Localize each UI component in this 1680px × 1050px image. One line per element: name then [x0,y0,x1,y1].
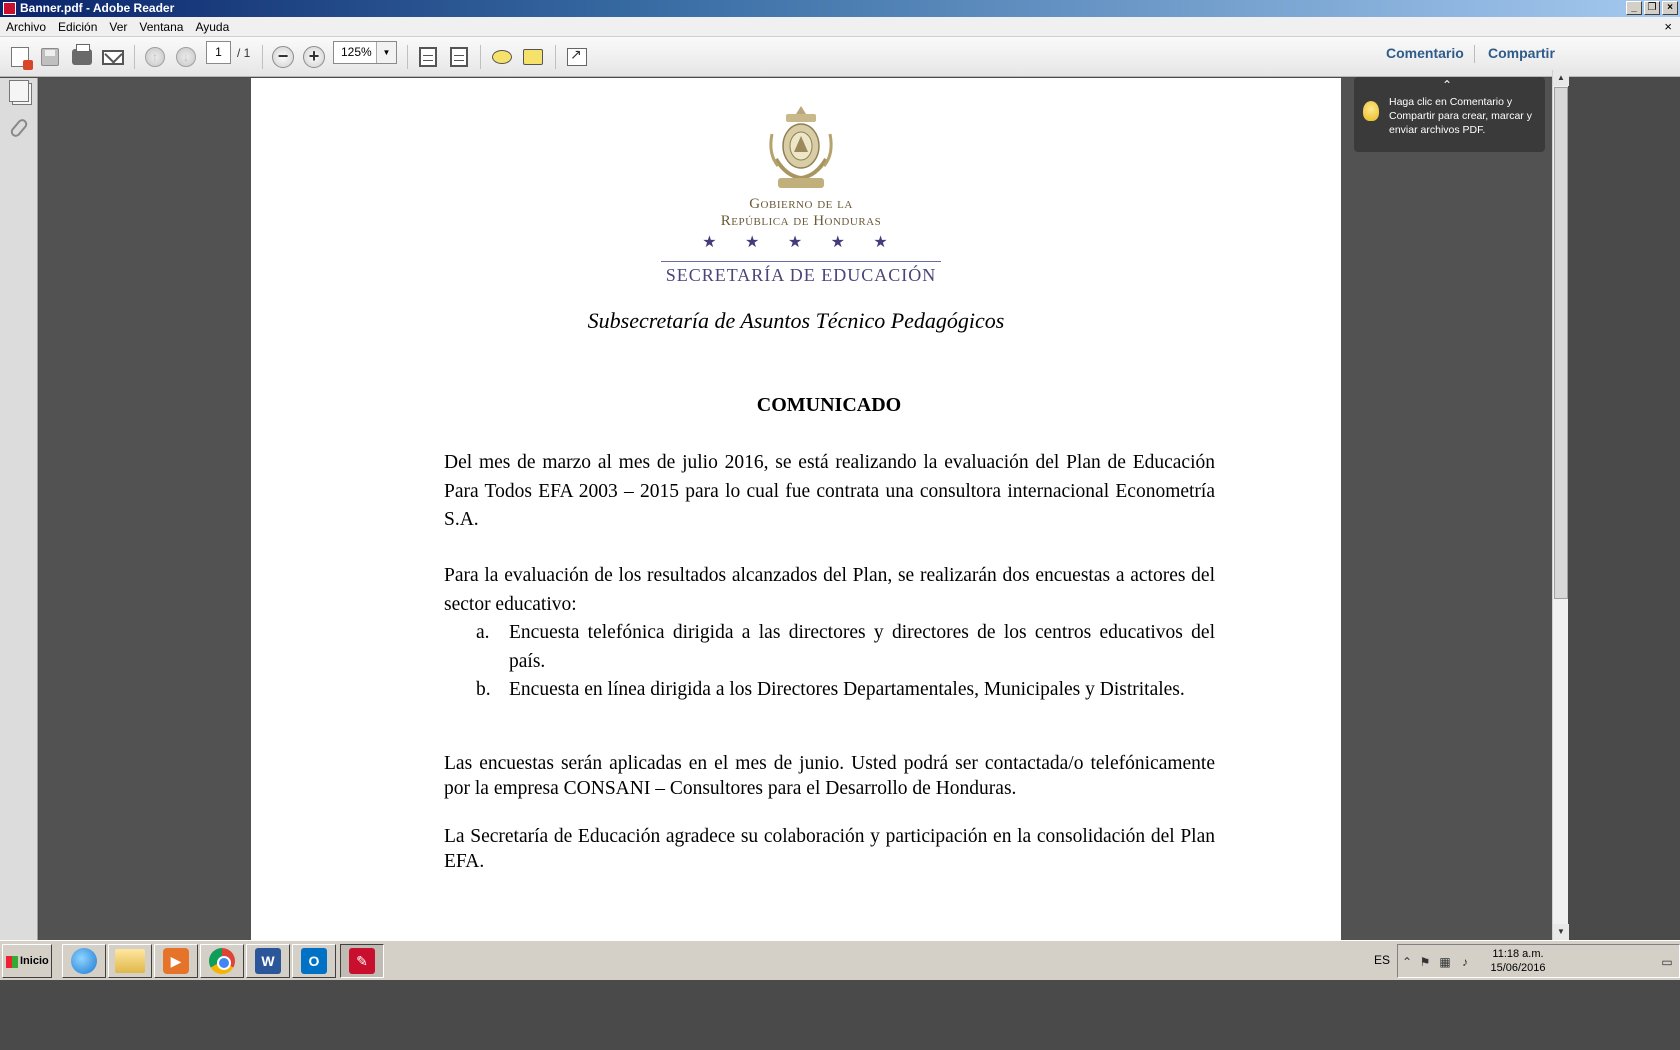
fit-page-icon [450,47,468,67]
highlight-button[interactable] [520,44,546,70]
taskbar-internet-explorer[interactable] [62,944,106,978]
fit-page-button[interactable] [446,44,472,70]
zoom-select[interactable] [333,41,397,64]
zoom-value: 125% [341,45,372,59]
next-page-button[interactable] [173,44,199,70]
clock-time[interactable]: 11:18 a.m. [1492,948,1544,960]
full-screen-button[interactable] [564,44,590,70]
speech-bubble-icon [492,50,512,64]
outlook-icon: O [301,948,327,974]
create-pdf-button[interactable] [7,44,33,70]
save-button[interactable] [37,44,63,70]
divider-line [661,261,941,262]
comment-share-tooltip [1354,77,1545,152]
plus-icon: + [303,46,325,68]
taskbar-outlook[interactable] [292,944,336,978]
menu-bar [0,17,1680,37]
chrome-icon [209,948,235,974]
government-line-1: Gobierno de la [749,196,853,212]
restore-button[interactable]: ❐ [1644,1,1660,15]
print-button[interactable] [69,44,95,70]
toolbar-separator [555,45,556,69]
government-line-2: República de Honduras [720,213,882,229]
zoom-in-button[interactable] [301,44,327,70]
taskbar-word[interactable] [246,944,290,978]
list-marker-a: a. [476,622,490,643]
minus-icon: − [272,46,294,68]
toolbar-separator [262,45,263,69]
window-title: Banner.pdf - Adobe Reader [20,1,175,15]
scrollbar-thumb[interactable] [1554,87,1568,599]
scroll-up-icon[interactable]: ▲ [1553,70,1569,86]
minimize-button[interactable]: _ [1626,1,1642,15]
lightbulb-icon [1363,101,1379,121]
toolbar-separator [1474,45,1475,63]
toolbar-separator [134,45,135,69]
taskbar-file-explorer[interactable] [108,944,152,978]
list-item-a: Encuesta telefónica dirigida a las directores y directores de los centros educativos del país. [509,622,1215,672]
action-center-flag-icon[interactable]: ⚑ [1419,955,1431,969]
word-icon: W [255,948,281,974]
paragraph-4: La Secretaría de Educación agradece su colaboración y participación en la consolidación del Plan EFA. [444,826,1215,872]
save-icon [41,48,59,66]
folder-icon [115,949,145,973]
window-titlebar [0,0,1680,17]
chevron-down-icon[interactable]: ▼ [376,42,396,63]
fit-width-button[interactable] [415,44,441,70]
menu-ver[interactable]: Ver [109,19,128,34]
adobe-reader-icon: ✎ [349,948,375,974]
create-pdf-icon [11,47,29,67]
pdf-page [251,78,1341,940]
volume-icon[interactable]: ♪ [1462,955,1468,969]
document-heading: COMUNICADO [756,394,902,416]
fit-width-icon [419,47,437,67]
paragraph-3: Las encuestas serán aplicadas en el mes de junio. Usted podrá ser contactada/o telefónicamente por la empresa CONSANI – Consultores para el Desarrollo de Honduras. [444,753,1215,799]
five-stars: ★ ★ ★ ★ ★ [702,234,900,251]
expand-icon [567,48,587,66]
scroll-down-icon[interactable]: ▼ [1553,924,1569,940]
start-label: Inicio [20,955,49,967]
window-controls [1626,1,1678,15]
page-thumbnails-icon[interactable] [9,80,29,102]
taskbar [0,940,1680,980]
toolbar-separator [407,45,408,69]
show-hidden-icons-icon[interactable]: ⌃ [1401,955,1413,969]
adobe-reader-icon [3,2,16,15]
comment-pane-button[interactable]: Comentario [1386,45,1464,61]
highlight-pen-icon [523,49,543,65]
document-viewport[interactable] [39,78,1552,940]
menu-archivo[interactable]: Archivo [6,19,47,34]
email-icon [102,50,124,65]
print-icon [72,49,92,65]
taskbar-adobe-reader[interactable] [340,944,384,978]
language-indicator[interactable]: ES [1374,953,1391,967]
list-item-b: Encuesta en línea dirigida a los Directores Departamentales, Municipales y Distritales. [509,679,1185,700]
page-total: / 1 [237,46,251,60]
start-button[interactable] [2,944,52,978]
paragraph-1: Del mes de marzo al mes de julio 2016, se está realizando la evaluación del Plan de Educación Para Todos EFA 2003 – 2015 para lo cual fue contrata una consultora internacional Econometría S.A. [444,452,1215,530]
taskbar-media-player[interactable] [154,944,198,978]
share-pane-button[interactable]: Compartir [1488,45,1555,61]
paperclip-icon[interactable] [9,117,30,139]
close-document-icon[interactable]: × [1664,19,1672,34]
media-player-icon: ▶ [163,948,189,974]
subsecretaria-title: Subsecretaría de Asuntos Técnico Pedagógicos [587,308,1005,333]
previous-page-button[interactable] [142,44,168,70]
tooltip-text: Haga clic en Comentario y Compartir para crear, marcar y enviar archivos PDF. [1389,96,1532,136]
list-marker-b: b. [476,679,491,700]
navigation-pane [0,78,38,940]
secretaria-title: SECRETARÍA DE EDUCACIÓN [665,265,937,285]
windows-flag-icon [6,956,18,968]
close-button[interactable]: × [1662,1,1678,15]
internet-explorer-icon [71,948,97,974]
zoom-out-button[interactable] [270,44,296,70]
page-number-input[interactable]: 1 [206,41,231,64]
taskbar-chrome[interactable] [200,944,244,978]
arrow-down-icon: ↓ [176,47,196,67]
clock-date[interactable]: 15/06/2016 [1490,962,1546,974]
menu-ventana[interactable]: Ventana [139,19,184,34]
show-desktop-icon[interactable]: ▭ [1661,955,1673,969]
email-button[interactable] [100,44,126,70]
vertical-scrollbar[interactable] [1552,70,1568,940]
toolbar-separator [480,45,481,69]
collapse-caret-icon[interactable]: ⌃ [1442,78,1453,92]
arrow-up-icon: ↑ [145,47,165,67]
paragraph-2: Para la evaluación de los resultados alcanzados del Plan, se realizarán dos encuestas a actores del sector educativo: [444,565,1215,615]
add-comment-button[interactable] [489,44,515,70]
menu-edicion[interactable]: Edición [58,19,98,34]
honduras-coat-of-arms-icon [766,104,836,194]
system-tray [1397,944,1680,978]
network-icon[interactable]: ▦ [1439,955,1451,969]
menu-ayuda[interactable]: Ayuda [195,19,230,34]
